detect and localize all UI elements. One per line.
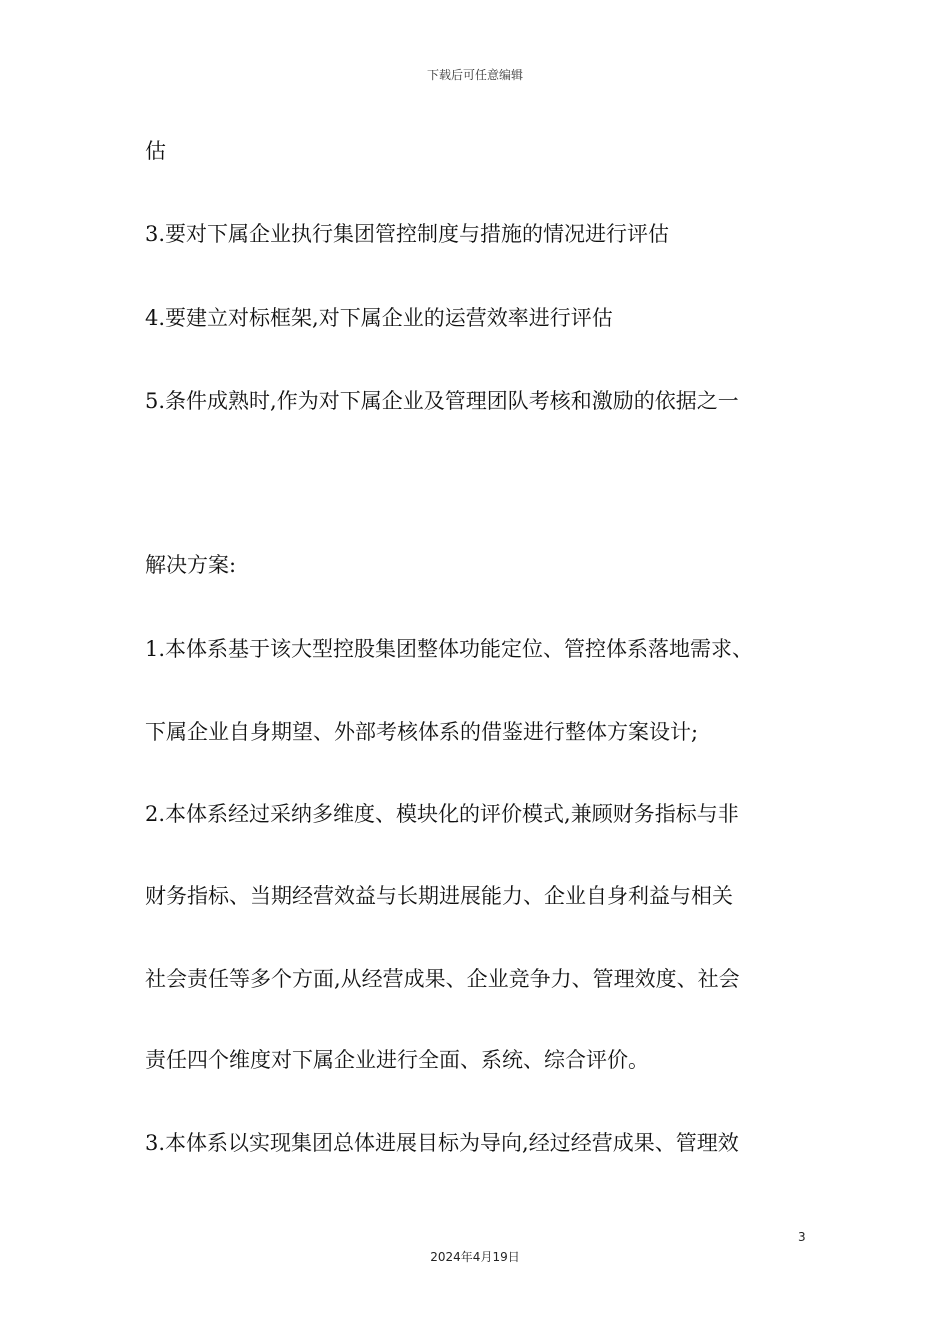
body-line-9: 财务指标、当期经营效益与长期进展能力、企业自身利益与相关	[145, 884, 733, 908]
section-heading: 解决方案:	[145, 553, 237, 577]
body-line-1: 估	[145, 139, 166, 163]
body-line-7: 下属企业自身期望、外部考核体系的借鉴进行整体方案设计;	[145, 720, 699, 744]
body-line-12: 3.本体系以实现集团总体进展目标为导向,经过经营成果、管理效	[145, 1131, 739, 1155]
page-number: 3	[798, 1230, 806, 1244]
body-line-10: 社会责任等多个方面,从经营成果、企业竞争力、管理效度、社会	[145, 967, 740, 991]
body-line-4: 5.条件成熟时,作为对下属企业及管理团队考核和激励的依据之一	[145, 389, 739, 413]
body-line-11: 责任四个维度对下属企业进行全面、系统、综合评价。	[145, 1048, 649, 1072]
page-header: 下载后可任意编辑	[426, 68, 523, 82]
body-line-2: 3.要对下属企业执行集团管控制度与措施的情况进行评估	[145, 222, 670, 246]
footer-date: 2024年4月19日	[430, 1250, 520, 1264]
body-line-6: 1.本体系基于该大型控股集团整体功能定位、管控体系落地需求、	[145, 637, 754, 661]
body-line-8: 2.本体系经过采纳多维度、模块化的评价模式,兼顾财务指标与非	[145, 802, 739, 826]
body-line-3: 4.要建立对标框架,对下属企业的运营效率进行评估	[145, 306, 613, 330]
